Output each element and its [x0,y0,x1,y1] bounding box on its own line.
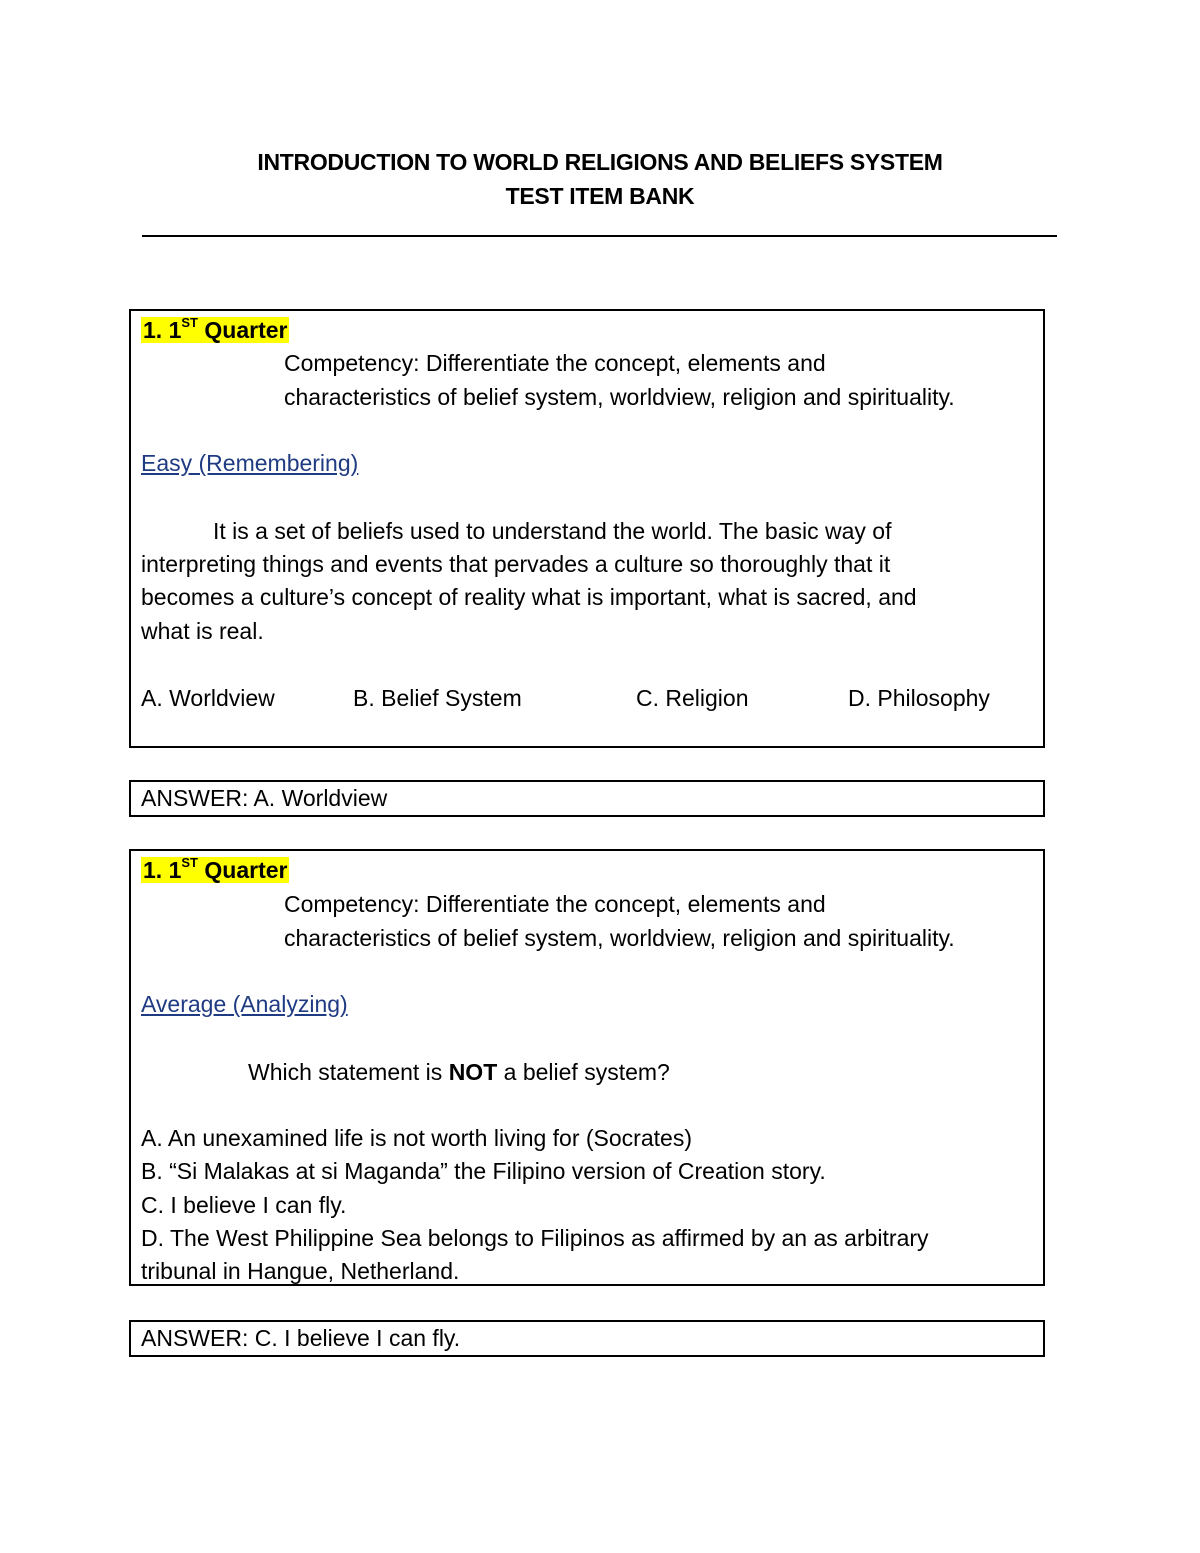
quarter-label [141,853,289,887]
test-item-2 [129,849,1045,1286]
difficulty-level: Easy (Remembering) [141,450,359,476]
choice-c: C. Religion [636,685,749,711]
choice-d: D. Philosophy [848,685,990,711]
choice-d-continued: tribunal in Hangue, Netherland. [141,1258,460,1284]
competency-line: characteristics of belief system, worldview, religion and spirituality. [284,925,955,951]
difficulty-level: Average (Analyzing) [141,991,348,1017]
test-item-1 [129,309,1045,748]
emphasis-not: NOT [448,1059,498,1085]
choice-a: A. Worldview [141,685,275,711]
question-line: what is real. [141,618,264,644]
competency-line: Competency: Differentiate the concept, elements and [284,350,826,376]
header-divider [142,235,1057,237]
choice-c: C. I believe I can fly. [141,1192,347,1218]
quarter-highlight: 1. 1ST Quarter [143,315,288,343]
question-line: It is a set of beliefs used to understand the world. The basic way of [213,518,892,544]
choice-a: A. An unexamined life is not worth living for (Socrates) [141,1125,692,1151]
competency-line: characteristics of belief system, worldview, religion and spirituality. [284,384,955,410]
choice-b: B. Belief System [353,685,522,711]
choice-d: D. The West Philippine Sea belongs to Filipinos as affirmed by an as arbitrary [141,1225,929,1251]
answer-box-1 [129,780,1045,817]
question-line: Which statement is NOT a belief system? [248,1059,670,1085]
quarter-highlight: 1. 1ST Quarter [143,855,288,883]
answer-text: ANSWER: C. I believe I can fly. [141,1325,461,1351]
question-line: becomes a culture’s concept of reality what is important, what is sacred, and [141,584,917,610]
choice-b: B. “Si Malakas at si Maganda” the Filipino version of Creation story. [141,1158,826,1184]
question-line: interpreting things and events that pervades a culture so thoroughly that it [141,551,891,577]
answer-box-2 [129,1320,1045,1357]
answer-text: ANSWER: A. Worldview [141,785,388,811]
document-title: INTRODUCTION TO WORLD RELIGIONS AND BELIEFS SYSTEM [257,149,943,175]
document-header [0,145,1200,213]
quarter-label [141,313,289,347]
document-subtitle: TEST ITEM BANK [505,183,695,209]
competency-line: Competency: Differentiate the concept, elements and [284,891,826,917]
